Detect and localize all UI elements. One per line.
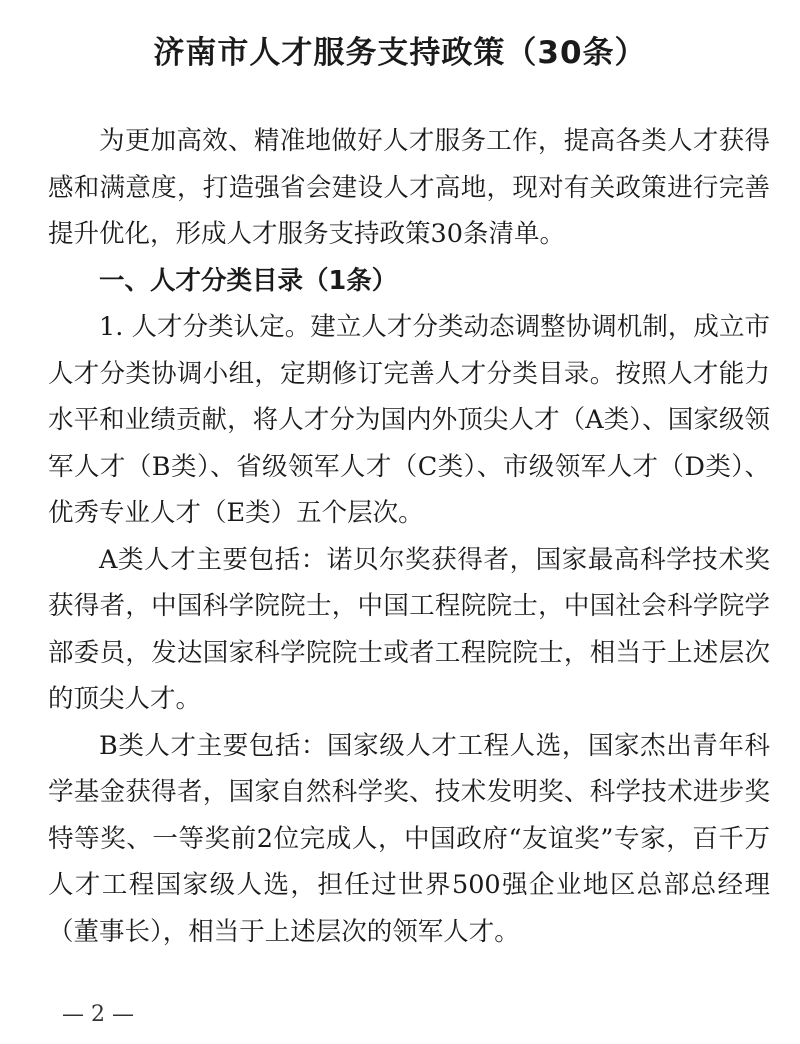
document-body	[48, 118, 770, 955]
intro-paragraph: 为更加高效、精准地做好人才服务工作，提高各类人才获得感和满意度，打造强省会建设人才高地，现对有关政策进行完善提升优化，形成人才服务支持政策30条清单。	[48, 126, 770, 249]
paragraph-class-a: A类人才主要包括：诺贝尔奖获得者，国家最高科学技术奖获得者，中国科学院院士，中国工程院院士，中国社会科学院学部委员，发达国家科学院院士或者工程院院士，相当于上述层次的顶尖人才。	[48, 544, 770, 714]
paragraph-talent-classification: 1. 人才分类认定。建立人才分类动态调整协调机制，成立市人才分类协调小组，定期修订完善人才分类目录。按照人才能力水平和业绩贡献，将人才分为国内外顶尖人才（A类）、国家级领军人才（B类）、省级领军人才（C类）、市级领军人才（D类）、优秀专业人才（E类）五个层次。	[48, 312, 770, 528]
page-number: — 2 —	[62, 1002, 134, 1027]
document-title: 济南市人才服务支持政策（30条）	[153, 35, 647, 71]
section-heading: 一、人才分类目录（1条）	[99, 265, 398, 296]
paragraph-class-b: B类人才主要包括：国家级人才工程人选，国家杰出青年科学基金获得者，国家自然科学奖、技术发明奖、科学技术进步奖特等奖、一等奖前2位完成人，中国政府“友谊奖”专家，百千万人才工程国家级人选，担任过世界500强企业地区总部总经理（董事长），相当于上述层次的领军人才。	[48, 730, 770, 947]
